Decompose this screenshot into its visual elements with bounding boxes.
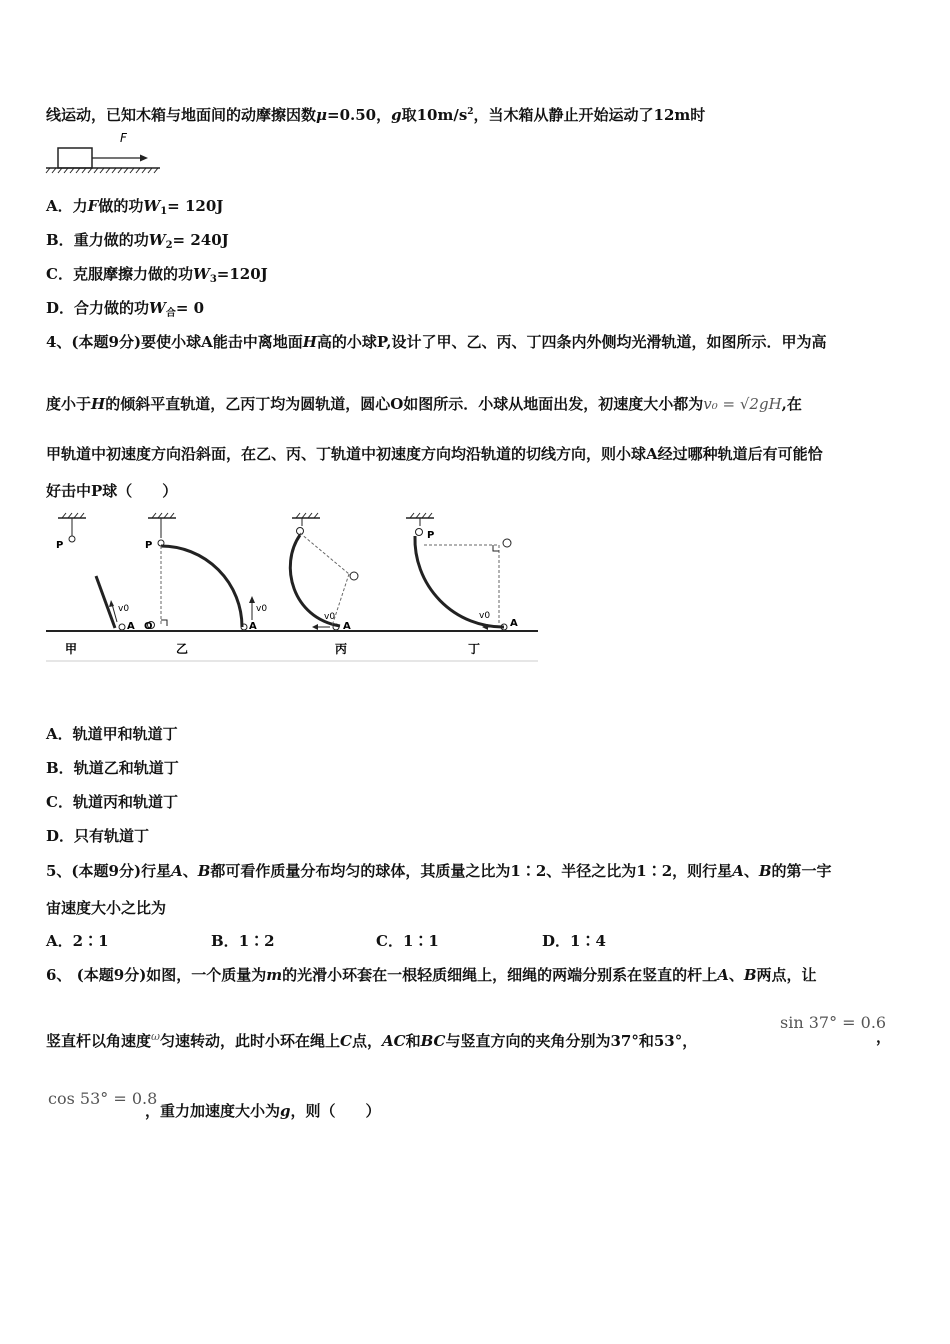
- q3-option-d[interactable]: D．合力做的功$W_合= 0$: [46, 299, 205, 319]
- q6-stem-line3: ，重力加速度大小为g，则（ ）: [145, 1102, 381, 1120]
- incline: [96, 576, 115, 628]
- q5-option-b[interactable]: B．1∶2: [211, 932, 275, 950]
- sin-formula: sin 37° = 0.6: [780, 1013, 887, 1032]
- circular-track: [161, 546, 242, 627]
- q3-option-a[interactable]: A．力F做的功$W_1= 120J$: [46, 197, 224, 217]
- ball-a: [119, 624, 125, 630]
- track-figure: [44, 510, 542, 664]
- q4-option-c[interactable]: C．轨道丙和轨道丁: [46, 793, 178, 811]
- omega-symbol: ω: [151, 1030, 160, 1043]
- q6-stem-line2: 竖直杆以角速度$^\omega$匀速转动，此时小环在绳上C点，AC和BC与竖直方向的夹角分别为37°和53°，: [46, 1030, 698, 1050]
- track-jia: [56, 513, 135, 656]
- track-ding: [406, 513, 518, 656]
- q4-option-d[interactable]: D．只有轨道丁: [46, 827, 150, 845]
- track-yi: [144, 513, 267, 656]
- q4-option-b[interactable]: B．轨道乙和轨道丁: [46, 759, 179, 777]
- dashed-radius-1: [300, 533, 349, 574]
- circular-track: [415, 536, 504, 627]
- label-a: A: [343, 621, 351, 632]
- label-ding: 丁: [468, 642, 481, 656]
- track-bing: [290, 513, 358, 656]
- label-v0: v0: [256, 604, 268, 614]
- label-p: P: [145, 540, 153, 551]
- q4-stem-line2: 度小于H的倾斜平直轨道，乙丙丁均为圆轨道，圆心O如图所示．小球从地面出发，初速度大小都为v₀ = √2gH,在: [46, 395, 802, 413]
- q5-stem-line1: 5、(本题9分)行星A、B都可看作质量分布均匀的球体，其质量之比为1∶2、半径之比为1∶2，则行星A、B的第一宇: [46, 862, 832, 880]
- force-arrowhead: [140, 155, 148, 162]
- label-yi: 乙: [176, 642, 189, 656]
- wooden-box: [58, 148, 92, 168]
- q5-option-c[interactable]: C．1∶1: [376, 932, 439, 950]
- label-p: P: [56, 540, 64, 551]
- force-label: F: [120, 131, 127, 145]
- label-bing: 丙: [335, 642, 348, 656]
- label-v0: v0: [118, 604, 130, 614]
- q5-stem-line2: 宙速度大小之比为: [46, 899, 167, 917]
- q5-option-a[interactable]: A．2∶1: [46, 932, 109, 950]
- label-o: O: [144, 621, 153, 632]
- q3-stem: 线运动，已知木箱与地面间的动摩擦因数μ=0.50，g取$10m/s^2$，当木箱从静止开始运动了12m时: [46, 106, 706, 124]
- q6-stem-line1: 6、 (本题9分)如图，一个质量为m的光滑小环套在一根轻质细绳上，细绳的两端分别系在竖直的杆上A、B两点，让: [46, 966, 817, 984]
- ball-p: [69, 536, 75, 542]
- q4-stem-line4: 好击中P球（ ）: [46, 482, 178, 500]
- cos-formula: cos 53° = 0.8: [48, 1089, 158, 1108]
- q4-option-a[interactable]: A．轨道甲和轨道丁: [46, 725, 178, 743]
- ball-p: [416, 529, 423, 536]
- label-a: A: [249, 621, 257, 632]
- center-o: [503, 539, 511, 547]
- label-v0: v0: [479, 611, 491, 621]
- label-a: A: [510, 618, 518, 629]
- label-a: A: [127, 621, 135, 632]
- q3-option-b[interactable]: B．重力做的功$W_2= 240J$: [46, 231, 229, 251]
- label-p: P: [427, 530, 435, 541]
- q5-option-d[interactable]: D．1∶4: [542, 932, 606, 950]
- q4-stem-line3: 甲轨道中初速度方向沿斜面，在乙、丙、丁轨道中初速度方向均沿轨道的切线方向，则小球A经过哪种轨道后有可能恰: [46, 445, 823, 463]
- box-force-diagram: [44, 128, 168, 176]
- label-jia: 甲: [65, 642, 78, 656]
- q4-stem-line1: 4、(本题9分)要使小球A能击中离地面H高的小球P,设计了甲、乙、丙、丁四条内外侧均光滑轨道，如图所示．甲为高: [46, 333, 827, 351]
- center-o: [350, 572, 358, 580]
- q3-option-c[interactable]: C．克服摩擦力做的功$W_3=120J$: [46, 265, 268, 285]
- label-v0: v0: [324, 612, 336, 622]
- v0-formula: v₀ = √2gH: [703, 395, 782, 413]
- q6-comma: ，: [876, 1028, 892, 1046]
